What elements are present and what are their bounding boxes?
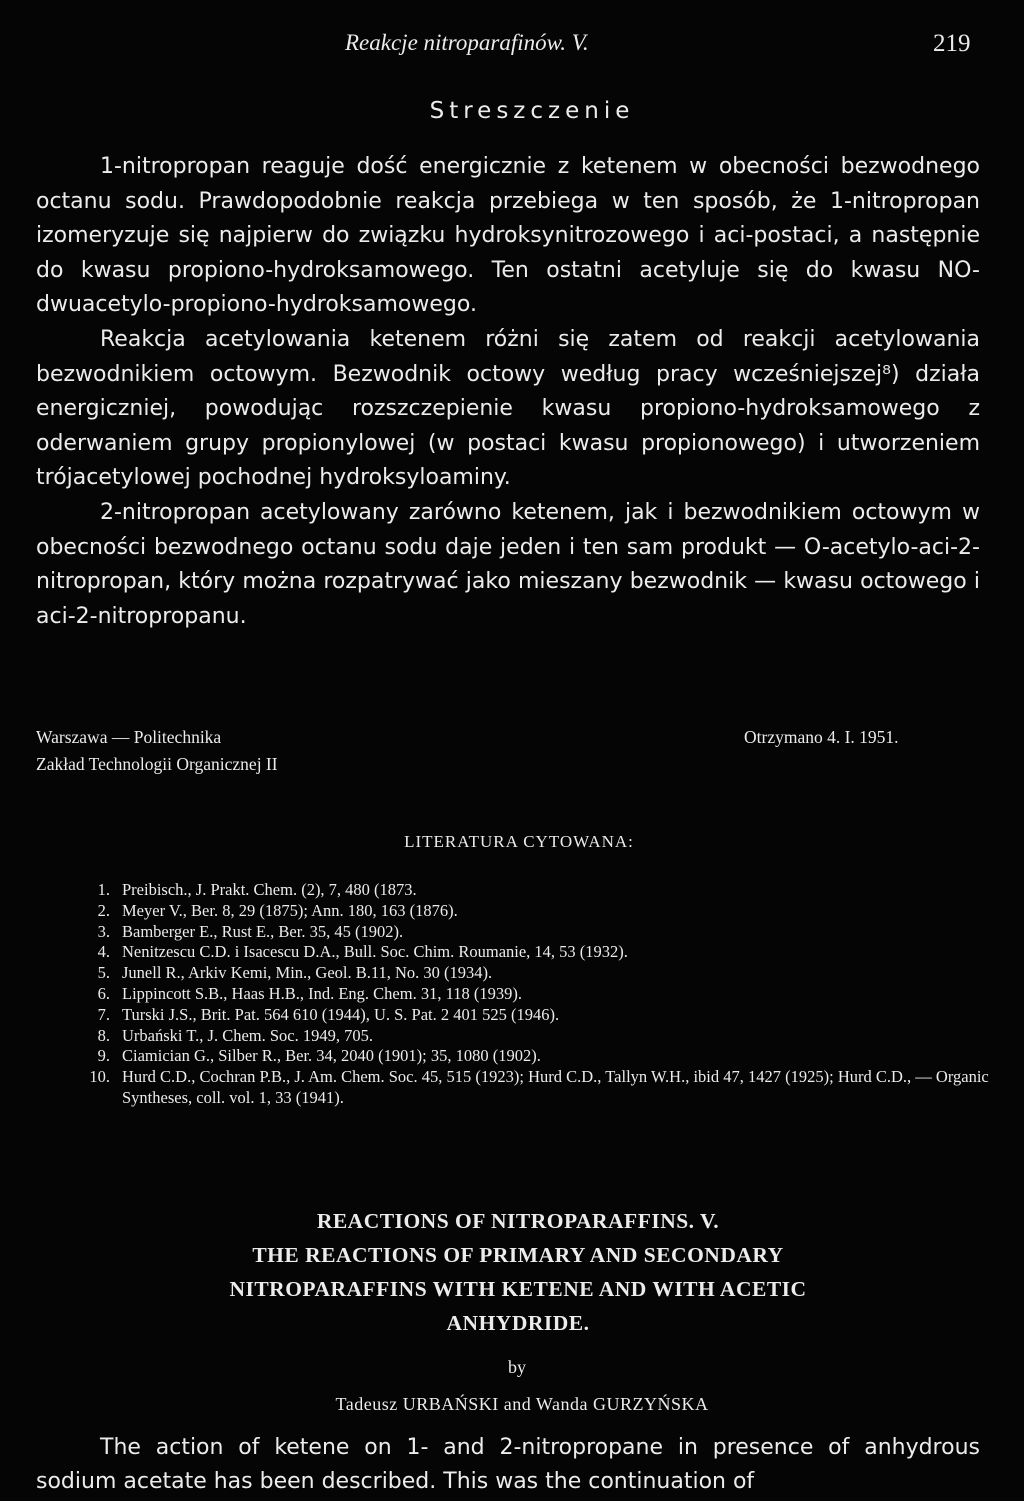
reference-number: 2. [97, 900, 110, 920]
references-list [70, 880, 990, 1109]
reference-number: 4. [97, 942, 110, 962]
abstract-paragraph: 1-nitropropan reaguje dość energicznie z ketenem w obecności bezwodnego octanu sodu. Prawdopodobnie reakcja przebiega w ten sposób, że 1-nitropropan izomeryzuje się najpierw do związku hydroksynitrozowego i aci-postaci, a następnie do kwasu propiono-hydroksamowego. Ten ostatni acetyluje się do kwasu NO-dwuacetylo-propiono-hydroksamowego. [36, 154, 980, 318]
polish-abstract [36, 150, 980, 634]
byline-by: by [508, 1357, 526, 1377]
english-abstract [36, 1431, 980, 1499]
reference-text: Hurd C.D., Cochran P.B., J. Am. Chem. Soc. 45, 515 (1923); Hurd C.D., Tallyn W.H., ibid 47, 1427 (1925); Hurd C.D., — Organic Syntheses, coll. vol. 1, 33 (1941). [122, 1067, 989, 1107]
reference-item [70, 942, 990, 963]
authors: Tadeusz URBAŃSKI and Wanda GURZYŃSKA [335, 1394, 709, 1414]
reference-text: Turski J.S., Brit. Pat. 564 610 (1944), U. S. Pat. 2 401 525 (1946). [122, 1004, 560, 1024]
english-abstract-paragraph: The action of ketene on 1- and 2-nitropropane in presence of anhydrous sodium acetate has been described. This was the continuation of [36, 1435, 980, 1494]
reference-text: Bamberger E., Rust E., Ber. 35, 45 (1902). [122, 921, 404, 941]
abstract-heading: Streszczenie [429, 98, 635, 124]
reference-number: 8. [97, 1025, 110, 1045]
reference-item [70, 901, 990, 922]
reference-item [70, 1067, 990, 1109]
english-title-line: ANHYDRIDE. [446, 1311, 590, 1335]
english-title-line: THE REACTIONS OF PRIMARY AND SECONDARY [252, 1243, 784, 1267]
reference-text: Lippincott S.B., Haas H.B., Ind. Eng. Chem. 31, 118 (1939). [122, 983, 522, 1003]
affiliation [36, 724, 278, 778]
running-head [0, 30, 1024, 70]
reference-item [70, 922, 990, 943]
reference-number: 6. [97, 983, 110, 1003]
abstract-paragraph: Reakcja acetylowania ketenem różni się zatem od reakcji acetylowania bezwodnikiem octowym. Bezwodnik octowy według pracy wcześniejszej⁸) działa energiczniej, powodując rozszczepienie kwasu propiono-hydroksamowego z oderwaniem grupy propionylowej (w postaci kwasu propionowego) i utworzeniem trójacetylowej pochodnej hydroksyloaminy. [36, 326, 980, 491]
reference-number: 10. [89, 1067, 110, 1087]
reference-item [70, 880, 990, 901]
english-title-line: NITROPARAFFINS WITH KETENE AND WITH ACETIC [229, 1277, 807, 1301]
received-date: Otrzymano 4. I. 1951. [744, 727, 899, 747]
reference-number: 7. [97, 1004, 110, 1024]
reference-number: 1. [97, 880, 110, 899]
reference-item [70, 963, 990, 984]
affiliation-department: Zakład Technologii Organicznej II [36, 754, 278, 774]
running-title: Reakcje nitroparafinów. V. [345, 30, 589, 55]
reference-text: Nenitzescu C.D. i Isacescu D.A., Bull. Soc. Chim. Roumanie, 14, 53 (1932). [122, 942, 628, 962]
abstract-paragraph: 2-nitropropan acetylowany zarówno ketenem, jak i bezwodnikiem octowym w obecności bezwodnego octanu sodu daje jeden i ten sam produkt — O-acetylo-aci-2-nitropropan, który można rozpatrywać jako mieszany bezwodnik — kwasu octowego i aci-2-nitropropanu. [36, 499, 980, 629]
reference-number: 9. [97, 1046, 110, 1066]
references-heading: LITERATURA CYTOWANA: [404, 832, 634, 851]
reference-text: Ciamician G., Silber R., Ber. 34, 2040 (1901); 35, 1080 (1902). [122, 1046, 541, 1066]
reference-item [70, 1005, 990, 1026]
reference-text: Preibisch., J. Prakt. Chem. (2), 7, 480 (1873. [122, 880, 417, 899]
reference-text: Junell R., Arkiv Kemi, Min., Geol. B.11, No. 30 (1934). [122, 963, 493, 983]
reference-text: Urbański T., J. Chem. Soc. 1949, 705. [122, 1025, 374, 1045]
page-number: 219 [933, 30, 971, 57]
english-title-line: REACTIONS OF NITROPARAFFINS. V. [316, 1209, 720, 1233]
reference-text: Meyer V., Ber. 8, 29 (1875); Ann. 180, 163 (1876). [122, 900, 458, 920]
reference-item [70, 984, 990, 1005]
english-title [0, 1204, 1024, 1340]
reference-number: 3. [97, 921, 110, 941]
reference-number: 5. [97, 963, 110, 983]
reference-item [70, 1026, 990, 1047]
reference-item [70, 1046, 990, 1067]
affiliation-institution: Warszawa — Politechnika [36, 727, 222, 747]
